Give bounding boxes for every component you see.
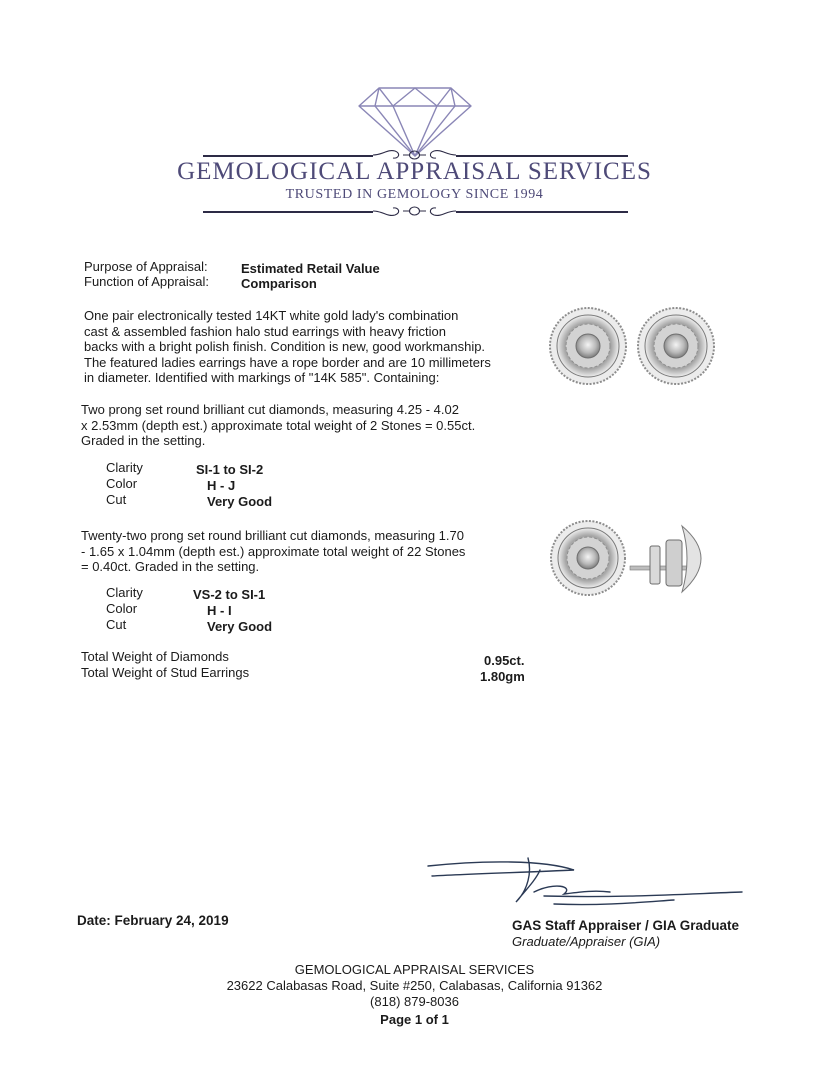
stones-1-clarity-value: SI-1 to SI-2: [196, 462, 264, 477]
stones-2-line: - 1.65 x 1.04mm (depth est.) approximate total weight of 22 Stones: [81, 543, 466, 559]
function-value: Comparison: [241, 276, 317, 291]
description-line: in diameter. Identified with markings of "14K 585". Containing:: [84, 370, 440, 385]
total-diamonds-value: 0.95ct.: [484, 653, 525, 668]
stones-1-line: Two prong set round brilliant cut diamonds, measuring 4.25 - 4.02: [81, 402, 459, 417]
page-number: Page 1 of 1: [380, 1012, 449, 1027]
description-line: One pair electronically tested 14KT white gold lady's combination: [84, 308, 459, 323]
stones-2-cut-value: Very Good: [207, 619, 273, 634]
stones-1-cut-value: Very Good: [207, 494, 273, 509]
header-rule-bottom-right: [456, 211, 628, 213]
appraiser-subtitle: Graduate/Appraiser (GIA): [512, 934, 661, 949]
company-tagline: TRUSTED IN GEMOLOGY SINCE 1994: [285, 187, 544, 202]
total-diamonds-label: Total Weight of Diamonds: [81, 649, 229, 664]
stones-2-clarity-label: Clarity: [106, 585, 143, 600]
header-rule-bottom-left: [203, 211, 373, 213]
purpose-value: Estimated Retail Value: [241, 261, 380, 276]
header-rule-top-right: [456, 155, 628, 157]
stones-1-line: Graded in the setting.: [81, 433, 206, 448]
signature: [424, 852, 744, 912]
earrings-front-photo: [548, 306, 718, 386]
description-line: The featured ladies earrings have a rope border and are 10 millimeters: [84, 354, 491, 370]
total-weight-label: Total Weight of Stud Earrings: [81, 665, 250, 680]
stones-1-clarity-label: Clarity: [106, 460, 143, 475]
description-line: backs with a bright polish finish. Condition is new, good workmanship.: [84, 339, 486, 354]
stones-2-cut-label: Cut: [106, 617, 127, 632]
total-weight-value: 1.80gm: [480, 669, 525, 684]
footer-phone: (818) 879-8036: [370, 994, 459, 1009]
appraiser-title: GAS Staff Appraiser / GIA Graduate: [512, 918, 740, 933]
stones-2-description: [81, 528, 465, 575]
header-rule-top-left: [203, 155, 373, 157]
stones-1-description: [81, 402, 475, 449]
stones-2-clarity-value: VS-2 to SI-1: [193, 587, 266, 602]
company-name: GEMOLOGICAL APPRAISAL SERVICES: [177, 158, 652, 185]
footer-address: 23622 Calabasas Road, Suite #250, Calabasas, California 91362: [226, 978, 603, 993]
flourish-bottom-icon: [373, 203, 456, 219]
stones-1-color-value: H - J: [207, 478, 236, 493]
stones-1-line: x 2.53mm (depth est.) approximate total weight of 2 Stones = 0.55ct.: [81, 417, 476, 433]
appraisal-date: Date: February 24, 2019: [77, 913, 229, 928]
stones-2-line: = 0.40ct. Graded in the setting.: [81, 559, 260, 574]
stones-1-color-label: Color: [106, 476, 138, 491]
purpose-label: Purpose of Appraisal:: [84, 259, 208, 274]
function-label: Function of Appraisal:: [84, 274, 210, 289]
item-description: [84, 308, 491, 386]
stones-2-line: Twenty-two prong set round brilliant cut diamonds, measuring 1.70: [81, 528, 464, 543]
stones-1-cut-label: Cut: [106, 492, 127, 507]
stones-2-color-label: Color: [106, 601, 138, 616]
footer-company: GEMOLOGICAL APPRAISAL SERVICES: [294, 962, 535, 977]
earrings-side-photo: [550, 518, 730, 598]
stones-2-color-value: H - I: [207, 603, 232, 618]
description-line: cast & assembled fashion halo stud earrings with heavy friction: [84, 323, 447, 339]
